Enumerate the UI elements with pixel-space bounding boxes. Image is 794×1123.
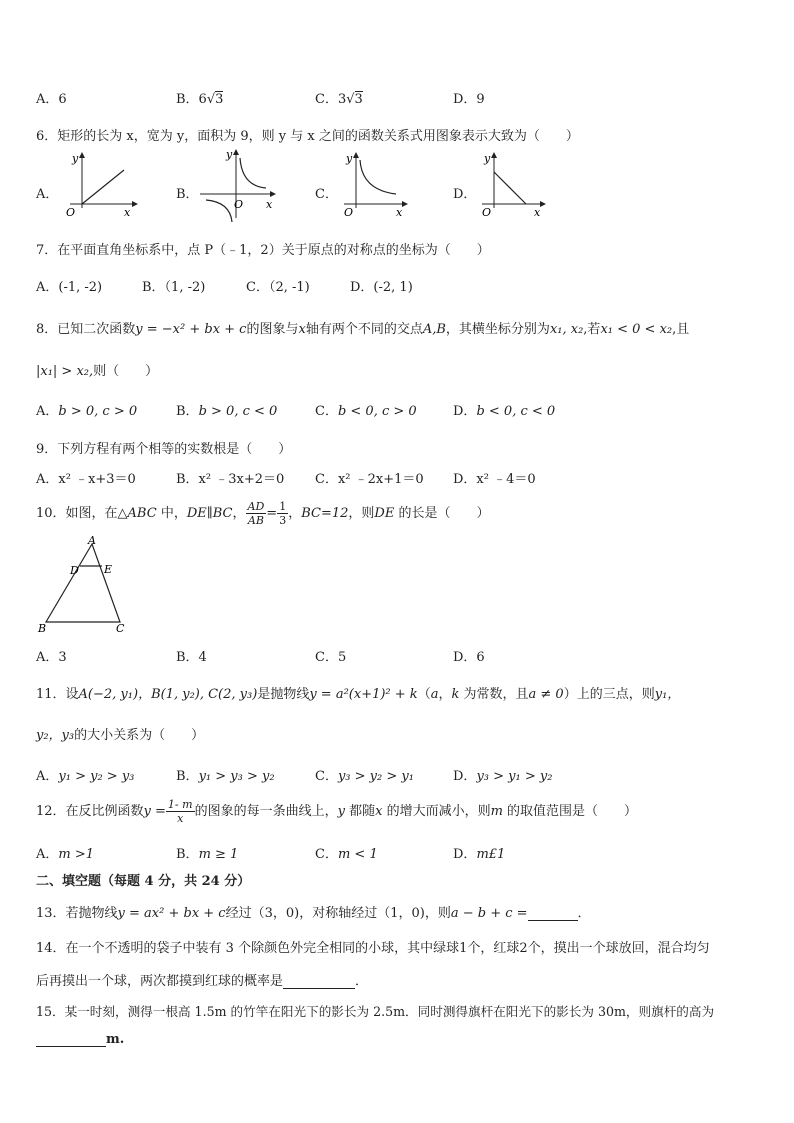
svg-text:x: x <box>266 198 273 211</box>
q15-stem: 15．某一时刻，测得一根高 1.5m 的竹竿在阳光下的影长为 2.5m．同时测得旗杆在阳光下的影长为 30m，则旗杆的高为 <box>36 1004 715 1019</box>
q11-option-b: B．y₁ > y₃ > y₂ <box>176 769 275 784</box>
q6-stem: 6．矩形的长为 x，宽为 y，面积为 9，则 y 与 x 之间的函数关系式用图象表示大致为（ ） <box>36 129 579 144</box>
q10-option-c: C．5 <box>315 650 347 665</box>
q9-option-a: A．x² ﹣x+3＝0 <box>36 472 136 487</box>
svg-text:x: x <box>534 206 541 219</box>
q14-stem: 14．在一个不透明的袋子中装有 3 个除颜色外完全相同的小球，其中绿球1个，红球2个，摸出一个球放回，混合均匀 <box>36 941 710 956</box>
q9-option-d: D．x² ﹣4＝0 <box>453 472 536 487</box>
q11-stem-line2: y₂，y₃的大小关系为（ ） <box>36 728 205 743</box>
q12-option-c: C．m < 1 <box>315 847 378 862</box>
svg-text:D: D <box>70 564 79 577</box>
q12-option-a: A．m >1 <box>36 847 95 862</box>
q15-answer-blank[interactable] <box>36 1032 106 1047</box>
svg-text:x: x <box>396 206 403 219</box>
svg-text:B: B <box>38 622 47 635</box>
q8-stem: 8．已知二次函数y = −x² + bx + c的图象与x轴有两个不同的交点A,B，其横坐标分别为x₁, x₂,若x₁ < 0 < x₂,且 <box>36 322 690 337</box>
q10-stem: 10．如图，在△ABC 中，DE∥BC， $\frac{AD}{AB}$ = $\frac{1}{3}$ ，BC=12，则DE 的长是（ ） <box>36 500 490 527</box>
q8-option-b: B．b > 0, c < 0 <box>176 404 278 419</box>
svg-text:y: y <box>484 152 491 165</box>
q5-option-b: B．6√3 <box>176 92 224 107</box>
q13-answer-blank[interactable] <box>528 906 578 921</box>
q11-stem: 11．设A(−2, y₁)，B(1, y₂), C(2, y₃)是抛物线y = a²(x+1)² + k（a，k 为常数，且a ≠ 0）上的三点，则y₁， <box>36 687 681 702</box>
section-heading-fill-in: 二、填空题（每题 4 分，共 24 分） <box>36 874 251 889</box>
svg-text:A: A <box>88 536 96 547</box>
q14-answer-blank[interactable] <box>283 974 355 989</box>
q7-option-d: D．(-2, 1) <box>350 280 413 295</box>
q13-stem: 13．若抛物线y = ax² + bx + c经过（3，0)，对称轴经过（1，0)，则a − b + c = ． <box>36 906 591 921</box>
q12-option-d: D．m£1 <box>453 847 506 862</box>
q9-option-b: B．x² ﹣3x+2＝0 <box>176 472 285 487</box>
q15-stem-line2: m. <box>36 1032 124 1047</box>
q6-graph-c <box>336 150 414 220</box>
svg-text:C: C <box>116 622 125 635</box>
q12-option-b: B．m ≥ 1 <box>176 847 239 862</box>
q8-option-d: D．b < 0, c < 0 <box>453 404 556 419</box>
q6-label-c: C． <box>315 187 338 202</box>
q10-option-d: D．6 <box>453 650 485 665</box>
q10-triangle-figure <box>34 536 134 636</box>
q6-label-a: A． <box>36 187 59 202</box>
q10-option-a: A．3 <box>36 650 67 665</box>
q6-label-d: D． <box>453 187 477 202</box>
q8-stem-line2: |x₁| > x₂,则（ ） <box>36 364 159 379</box>
q5-option-d: D．9 <box>453 92 485 107</box>
q7-option-a: A．(-1, -2) <box>36 280 103 295</box>
q7-option-c: C．（2, -1) <box>246 280 310 295</box>
svg-text:E: E <box>104 563 113 576</box>
svg-text:x: x <box>124 206 131 219</box>
svg-text:O: O <box>344 206 354 219</box>
q8-option-c: C．b < 0, c > 0 <box>315 404 417 419</box>
q11-option-c: C．y₃ > y₂ > y₁ <box>315 769 414 784</box>
svg-text:y: y <box>226 148 233 161</box>
svg-text:y: y <box>346 152 353 165</box>
q5-option-a: A．6 <box>36 92 67 107</box>
q10-option-b: B．4 <box>176 650 207 665</box>
q9-option-c: C．x² ﹣2x+1＝0 <box>315 472 424 487</box>
q6-graph-b <box>196 146 280 224</box>
q5-option-c: C．3√3 <box>315 92 363 107</box>
q12-stem: 12．在反比例函数y = $\frac{1- m}{x}$ 的图象的每一条曲线上，y 都随x 的增大而减小，则m 的取值范围是（ ） <box>36 798 638 825</box>
q11-option-d: D．y₃ > y₁ > y₂ <box>453 769 553 784</box>
q9-stem: 9．下列方程有两个相等的实数根是（ ） <box>36 442 292 457</box>
q7-stem: 7．在平面直角坐标系中，点 P（﹣1，2）关于原点的对称点的坐标为（ ） <box>36 243 490 258</box>
q8-option-a: A．b > 0, c > 0 <box>36 404 138 419</box>
q11-option-a: A．y₁ > y₂ > y₃ <box>36 769 135 784</box>
svg-text:O: O <box>66 206 76 219</box>
q6-label-b: B． <box>176 187 199 202</box>
svg-text:y: y <box>72 152 79 165</box>
svg-text:O: O <box>234 198 244 211</box>
q6-graph-d <box>474 150 552 220</box>
q6-graph-a <box>62 150 140 220</box>
q14-stem-line2: 后再摸出一个球，两次都摸到红球的概率是 ． <box>36 974 369 989</box>
svg-text:O: O <box>482 206 492 219</box>
q7-option-b: B．（1, -2) <box>142 280 206 295</box>
